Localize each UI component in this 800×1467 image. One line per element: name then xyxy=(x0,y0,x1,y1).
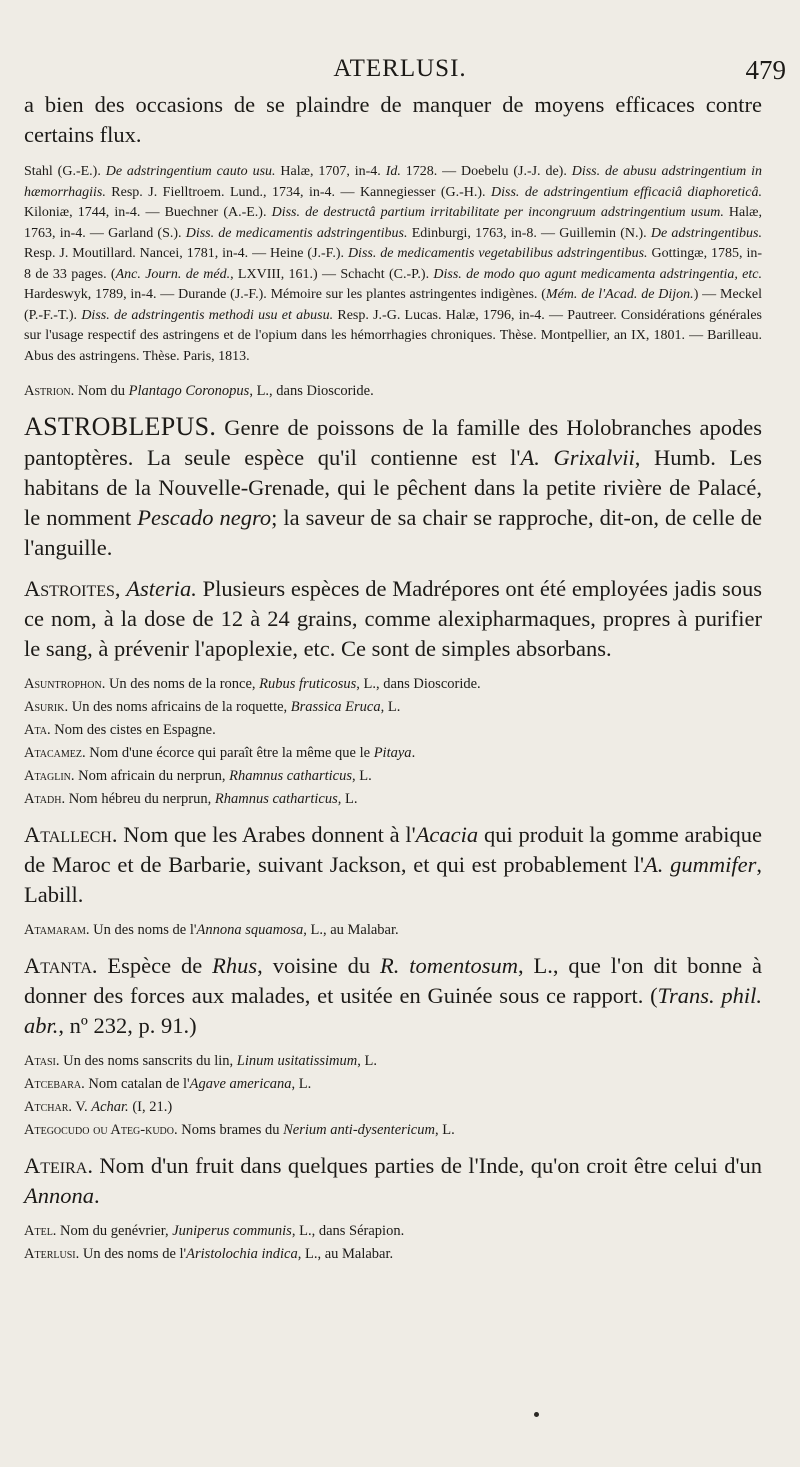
italic-text: Pescado negro xyxy=(137,505,272,530)
text-run: , L., que l'on dit bonne à donner des forces aux malades, et usitée en Guinée sous ce rapport. ( xyxy=(24,953,763,1008)
running-head: ATERLUSI. xyxy=(333,55,467,82)
italic-text: Pitaya xyxy=(373,745,412,761)
text-run: Espèce de xyxy=(97,953,213,978)
text-run: , L., dans Dioscoride. xyxy=(356,676,481,692)
italic-text: Diss. de adstringentis methodi usu et abusu. xyxy=(81,307,334,323)
italic-text: Mém. de l'Acad. de Dijon. xyxy=(545,287,694,302)
entry-headword: Ata. xyxy=(24,722,51,738)
text-run: Resp. J. Moutillard. Nancei, 1781, in-4. — Heine (J.-F.). xyxy=(24,246,348,261)
text-run: , L. xyxy=(434,1122,455,1138)
text-run: Nom du genévrier, xyxy=(56,1223,173,1239)
text-run: Resp. J. Fielltroem. Lund., 1734, in-4. — Kannegiesser (G.-H.). xyxy=(105,184,492,200)
entry-atadh xyxy=(24,789,762,809)
entry-headword: Asuntrophon. xyxy=(24,676,106,692)
text-run: , L., au Malabar. xyxy=(303,922,399,938)
text-run: , L. xyxy=(351,768,372,784)
entry-atallech xyxy=(24,820,762,910)
italic-text: R. tomentosum xyxy=(379,953,518,978)
entry-headword: Ateira. xyxy=(24,1153,93,1178)
text-run: Nom catalan de l' xyxy=(84,1076,190,1092)
text-run: V. xyxy=(72,1099,92,1115)
intro-paragraph: a bien des occasions de se plaindre de manquer de moyens efficaces contre certains flux. xyxy=(24,92,762,147)
italic-text: Diss. de medicamentis vegetabilibus adstringentibus. xyxy=(347,246,648,261)
italic-text: Annona xyxy=(24,1183,94,1208)
text-run: Resp. J.-G. Lucas. Halæ, 1796, in-4. — Pautreer. Considérations générales sur l'usage respectif des astringens et de l'opium dans les hémorrhagies chroniques. Thèse. Montpellier, an IX, 1801. — Barilleau. Abus des astringens. Thèse. Paris, 1813. xyxy=(24,307,762,364)
entry-headword: ASTROBLEPUS. xyxy=(24,412,217,441)
entry-headword: Asurik. xyxy=(24,699,69,715)
text-run: 1728. — Doebelu (J.-J. de). xyxy=(400,164,572,179)
entry-atanta xyxy=(24,951,762,1041)
text-run: Stahl (G.-E.). xyxy=(24,164,106,179)
text-run: Gottingæ, 1785, in-8 de 33 pages. ( xyxy=(24,246,762,282)
text-run: Kiloniæ, 1744, in-4. — Buechner (A.-E.). xyxy=(24,205,272,220)
text-run: ) — Meckel (P.-F.-T.). xyxy=(24,287,762,323)
entry-ategocudo-ou-ateg-kudo xyxy=(24,1120,762,1140)
entry-atamaram xyxy=(24,920,762,940)
italic-text: Plantago Coronopus xyxy=(128,383,250,399)
italic-text: Diss. de destructâ partium irritabilitate per incongruum adstringentium usum. xyxy=(271,205,724,220)
entry-atel xyxy=(24,1221,762,1241)
text-run: . xyxy=(94,1183,100,1208)
italic-text: Diss. de modo quo agunt medicamenta adstringentia, etc. xyxy=(433,266,762,282)
entry-headword: Atcebara. xyxy=(24,1076,85,1092)
text-run: Nom d'un fruit dans quelques parties de l'Inde, qu'on croit être celui d'un xyxy=(92,1153,762,1178)
entry-headword: Aterlusi. xyxy=(24,1246,80,1262)
print-speck xyxy=(534,1412,539,1417)
text-run: qui produit la gomme arabique de Maroc et de Barbarie, suivant Jackson, et qui est probablement l' xyxy=(24,822,762,877)
text-run: , L., dans Sérapion. xyxy=(291,1223,405,1239)
text-run: , L. xyxy=(380,699,401,715)
entry-headword: Atacamez. xyxy=(24,745,86,761)
italic-text: Agave americana xyxy=(189,1076,292,1092)
entry-headword: Atamaram. xyxy=(24,922,90,938)
italic-text: Juniperus communis xyxy=(172,1223,292,1239)
text-run: Un des noms africains de la roquette, xyxy=(68,699,291,715)
text-run: Un des noms de l' xyxy=(89,922,197,938)
page-header xyxy=(0,55,800,95)
text-run: , voisine du xyxy=(257,953,380,978)
text-run: Nom du xyxy=(74,383,129,399)
entry-headword: Atadh. xyxy=(24,791,66,807)
entry-asurik xyxy=(24,697,762,717)
text-run: Noms brames du xyxy=(177,1122,284,1138)
text-run: , L. xyxy=(357,1053,377,1069)
text-run: Nom africain du nerprun, xyxy=(74,768,230,784)
italic-text: A. gummifer xyxy=(644,852,757,877)
text-run: Un des noms de l' xyxy=(79,1246,187,1262)
page-content xyxy=(24,90,762,1264)
text-run: , nº 232, p. 91.) xyxy=(58,1013,197,1038)
text-run: Nom que les Arabes donnent à l' xyxy=(117,822,416,847)
entry-headword: Ategocudo ou Ateg-kudo. xyxy=(24,1122,178,1138)
entry-headword: Atasi. xyxy=(24,1053,60,1069)
text-run: , L., dans Dioscoride. xyxy=(249,383,374,399)
text-run: , L. xyxy=(337,791,358,807)
italic-text: Asteria. xyxy=(126,576,197,601)
italic-text: A. Grixalvii xyxy=(520,445,635,470)
italic-text: Rubus fruticosus xyxy=(259,676,357,692)
italic-text: Brassica Eruca xyxy=(290,699,381,715)
text-run: Nom hébreu du nerprun, xyxy=(65,791,215,807)
entry-headword: Atallech. xyxy=(24,822,118,847)
entry-astroites xyxy=(24,574,762,664)
italic-text: Rhus xyxy=(212,953,258,978)
text-run: Nom d'une écorce qui paraît être la même que le xyxy=(85,745,374,761)
italic-text: Acacia xyxy=(415,822,479,847)
text-run: Un des noms sanscrits du lin, xyxy=(59,1053,237,1069)
text-run: Hardeswyk, 1789, in-4. — Durande (J.-F.). Mémoire sur les plantes astringentes indigènes. ( xyxy=(24,287,546,302)
text-run: Genre de poissons de la famille des Holobranches apodes pantoptères. La seule espèce qu'il contienne est l' xyxy=(24,415,762,470)
italic-text: De adstringentium cauto usu. xyxy=(105,164,276,179)
page-number: 479 xyxy=(745,55,786,85)
entry-atchar xyxy=(24,1097,762,1117)
dictionary-entries xyxy=(24,381,762,1264)
italic-text: Annona squamosa xyxy=(196,922,304,938)
entry-headword: Astroites, xyxy=(24,576,121,601)
entry-ata xyxy=(24,720,762,740)
italic-text: Rhamnus catharticus xyxy=(214,791,338,807)
entry-headword: Astrion. xyxy=(24,383,75,399)
text-run: Nom des cistes en Espagne. xyxy=(50,722,216,738)
entry-atcebara xyxy=(24,1074,762,1094)
text-run: , Humb. Les habitans de la Nouvelle-Grenade, qui le pêchent dans la petite rivière de Palacé, le nomment xyxy=(24,445,762,530)
text-run: ; la saveur de sa chair se rapproche, dit-on, de celle de l'anguille. xyxy=(24,505,762,560)
entry-headword: Atanta. xyxy=(24,953,98,978)
italic-text: Aristolochia indica xyxy=(186,1246,298,1262)
italic-text: Anc. Journ. de méd. xyxy=(115,266,231,282)
bibliography-paragraph xyxy=(24,162,762,367)
text-run: , Labill. xyxy=(24,852,762,907)
entry-atasi xyxy=(24,1051,762,1071)
entry-astrion xyxy=(24,381,762,401)
entry-asuntrophon xyxy=(24,674,762,694)
italic-text: Diss. de adstringentium efficaciâ diaphoreticâ. xyxy=(491,184,763,200)
entry-ataglin xyxy=(24,766,762,786)
entry-ateira xyxy=(24,1151,762,1211)
entry-headword: Ataglin. xyxy=(24,768,75,784)
text-run: , L. xyxy=(291,1076,312,1092)
italic-text: Rhamnus catharticus xyxy=(229,768,352,784)
text-run: Plusieurs espèces de Madrépores ont été employées jadis sous ce nom, à la dose de 12 à 24 grains, comme alexipharmaques, propres à purifier le sang, à prévenir l'apoplexie, etc. Ce sont de simples absorbans. xyxy=(24,576,762,661)
text-run: . xyxy=(411,745,416,761)
text-run: Halæ, 1707, in-4. xyxy=(275,164,386,179)
italic-text: Achar. xyxy=(91,1099,129,1115)
italic-text: Nerium anti-dysentericum xyxy=(283,1122,435,1138)
italic-text: De adstringentibus. xyxy=(650,225,762,241)
italic-text: Diss. de medicamentis adstringentibus. xyxy=(185,225,408,241)
text-run: , L., au Malabar. xyxy=(297,1246,394,1262)
italic-text: Diss. de abusu adstringentium in hæmorrhagiis. xyxy=(24,164,762,200)
entry-astroblepus xyxy=(24,412,762,563)
entry-headword: Atel. xyxy=(24,1223,57,1239)
text-run: Un des noms de la ronce, xyxy=(105,676,260,692)
text-run: , LXVIII, 161.) — Schacht (C.-P.). xyxy=(230,266,434,282)
text-run: (I, 21.) xyxy=(128,1099,173,1115)
text-run: Edinburgi, 1763, in-8. — Guillemin (N.). xyxy=(407,225,651,241)
entry-atacamez xyxy=(24,743,762,763)
entry-headword: Atchar. xyxy=(24,1099,72,1115)
italic-text: Id. xyxy=(385,164,401,179)
italic-text: Linum usitatissimum xyxy=(236,1053,358,1069)
entry-aterlusi xyxy=(24,1244,762,1264)
text-run: Halæ, 1763, in-4. — Garland (S.). xyxy=(24,205,762,241)
italic-text: Trans. phil. abr. xyxy=(24,983,762,1038)
